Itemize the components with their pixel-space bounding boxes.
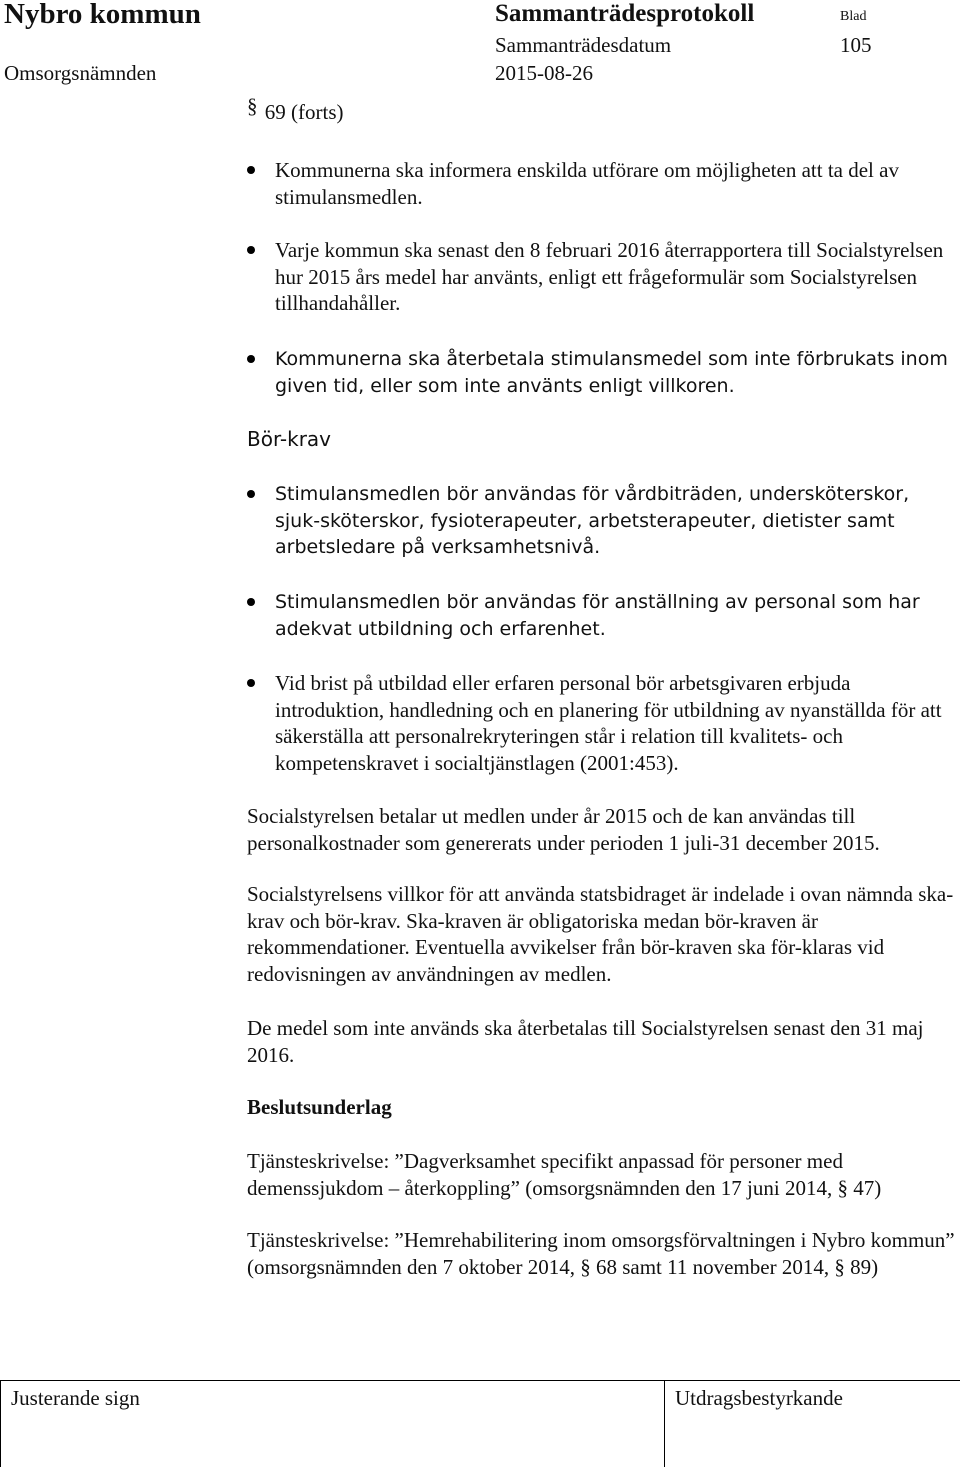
bor-bullet-text: Stimulansmedlen bör användas för anställning av personal som har adekvat utbildning och erfarenhet. (275, 591, 920, 640)
document-title: Sammanträdesprotokoll (495, 0, 755, 27)
body-paragraph: Socialstyrelsens villkor för att använda statsbidraget är indelade i ovan nämnda ska-krav och bör-krav. Ska-kraven är obligatoriska medan bör-kraven är rekommendationer. Eventuella avvikelser från bör-kraven ska för-klaras vid redovisningen av användningen av medlen. (247, 882, 954, 986)
organization-name: Nybro kommun (4, 0, 201, 30)
bullet-icon (247, 679, 255, 687)
bor-bullet-item (247, 670, 960, 776)
body-paragraph: Socialstyrelsen betalar ut medlen under år 2015 och de kan användas till personalkostnader som genererats under perioden 1 juli-31 december 2015. (247, 804, 880, 855)
paragraph-number-text: 69 (forts) (264, 100, 344, 124)
bor-bullet-item (247, 481, 960, 561)
justerande-label: Justerande sign (11, 1386, 140, 1410)
ska-bullet-text: Kommunerna ska informera enskilda utförare om möjligheten att ta del av stimulansmedlen. (275, 158, 899, 209)
meeting-date: 2015-08-26 (495, 61, 593, 85)
beslutsunderlag-heading: Beslutsunderlag (247, 1095, 392, 1119)
bor-bullet-text: Stimulansmedlen bör användas för vårdbiträden, undersköterskor, sjuk-sköterskor, fysioterapeuter, arbetsterapeuter, dietister samt arbetsledare på verksamhetsnivå. (275, 483, 910, 558)
page-number: 105 (840, 33, 872, 57)
meeting-date-label: Sammanträdesdatum (495, 33, 672, 57)
signature-footer (0, 1380, 960, 1467)
ska-bullet-item (247, 346, 960, 399)
utdrag-label: Utdragsbestyrkande (675, 1386, 843, 1410)
body-paragraph: De medel som inte används ska återbetalas till Socialstyrelsen senast den 31 maj 2016. (247, 1016, 924, 1067)
underlag-item: Tjänsteskrivelse: ”Dagverksamhet specifikt anpassad för personer med demenssjukdom – återkoppling” (omsorgsnämnden den 17 juni 2014, § 47) (247, 1149, 882, 1200)
justerande-box (0, 1381, 665, 1467)
bor-bullet-text: Vid brist på utbildad eller erfaren personal bör arbetsgivaren erbjuda introduktion, handledning och en planering för utbildning av nyanställda för att säkerställa att personalrekryteringen står i relation till kvalitets- och kompetenskravet i socialtjänstlagen (2001:453). (275, 671, 942, 775)
bullet-icon (247, 355, 255, 363)
ska-bullet-text: Varje kommun ska senast den 8 februari 2016 återrapportera till Socialstyrelsen hur 2015 års medel har använts, enligt ett frågeformulär som Socialstyrelsen tillhandahåller. (275, 238, 944, 315)
underlag-item: Tjänsteskrivelse: ”Hemrehabilitering inom omsorgsförvaltningen i Nybro kommun” (omsorgsnämnden den 7 oktober 2014, § 68 samt 11 november 2014, § 89) (247, 1228, 955, 1279)
section-sign: § (247, 94, 258, 118)
bor-krav-heading: Bör-krav (247, 427, 332, 451)
department-name: Omsorgsnämnden (4, 61, 157, 85)
ska-bullet-item (247, 157, 960, 210)
blad-label: Blad (840, 9, 867, 24)
bullet-icon (247, 246, 255, 254)
bullet-icon (247, 598, 255, 606)
utdrag-box (664, 1381, 960, 1467)
bor-bullet-item (247, 589, 960, 642)
ska-bullet-text: Kommunerna ska återbetala stimulansmedel som inte förbrukats inom given tid, eller som inte använts enligt villkoren. (275, 348, 948, 397)
bullet-icon (247, 166, 255, 174)
bullet-icon (247, 490, 255, 498)
ska-bullet-item (247, 237, 960, 317)
paragraph-number (247, 94, 344, 125)
